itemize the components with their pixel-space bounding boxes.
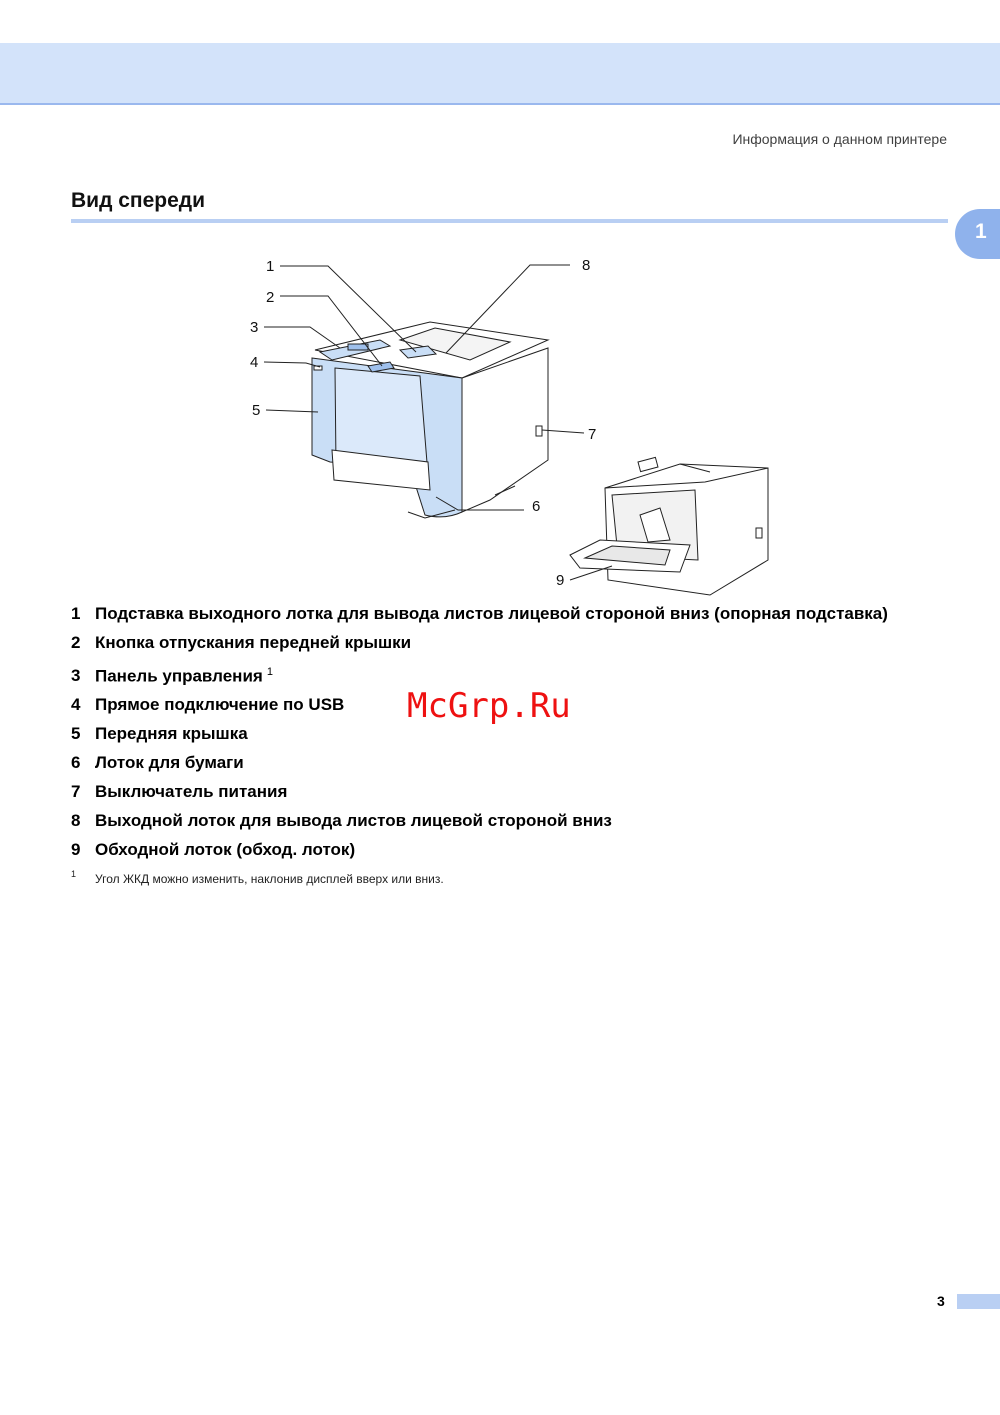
printer-front-view-figure [240, 250, 780, 600]
legend-text: Подставка выходного лотка для вывода листов лицевой стороной вниз (опорная подставка) [95, 604, 888, 623]
page-number: 3 [937, 1293, 945, 1309]
footnote-mark: 1 [71, 869, 77, 879]
watermark: McGrp.Ru [407, 686, 571, 726]
legend-number: 6 [71, 753, 81, 772]
footnote-reference: 1 [266, 666, 273, 678]
legend-text: Обходной лоток (обход. лоток) [95, 840, 356, 859]
legend-number: 8 [71, 811, 81, 830]
chapter-tab [955, 209, 1000, 259]
legend-text: Выходной лоток для вывода листов лицевой стороной вниз [95, 811, 612, 830]
component-legend [71, 600, 971, 865]
chapter-number: 1 [975, 220, 987, 243]
legend-item [71, 836, 971, 865]
main-printer-drawing [312, 322, 548, 518]
legend-item [71, 749, 971, 778]
legend-item [71, 629, 971, 662]
callout-5: 5 [252, 402, 261, 419]
small-printer-drawing [570, 457, 768, 595]
callout-6: 6 [532, 498, 541, 515]
legend-text: Передняя крышка [95, 724, 248, 743]
callout-3: 3 [250, 319, 259, 336]
legend-number: 1 [71, 604, 81, 623]
legend-number: 5 [71, 724, 81, 743]
legend-item [71, 807, 971, 836]
legend-number: 7 [71, 782, 81, 801]
callout-7: 7 [588, 426, 597, 443]
callout-8: 8 [582, 257, 591, 274]
legend-number: 3 [71, 666, 81, 685]
legend-item [71, 600, 971, 629]
legend-text: Панель управления $^1$ [95, 666, 273, 686]
legend-text: Кнопка отпускания передней крышки [95, 633, 412, 652]
running-header: Информация о данном принтере [732, 131, 947, 147]
section-title: Вид спереди [71, 189, 206, 212]
legend-number: 9 [71, 840, 81, 859]
legend-text: Прямое подключение по USB [95, 695, 345, 714]
top-header-rule [0, 103, 1000, 105]
callout-4: 4 [250, 354, 259, 371]
legend-item [71, 778, 971, 807]
page-number-tab [957, 1294, 1000, 1309]
legend-text: Выключатель питания [95, 782, 288, 801]
legend-number: 2 [71, 633, 81, 652]
legend-text: Лоток для бумаги [95, 753, 244, 772]
top-header-band [0, 43, 1000, 105]
section-title-rule [71, 219, 948, 223]
callout-1: 1 [266, 258, 275, 275]
legend-number: 4 [71, 695, 81, 714]
callout-2: 2 [266, 289, 275, 306]
footnote-text: Угол ЖКД можно изменить, наклонив дисплей вверх или вниз. [95, 872, 444, 886]
callout-9: 9 [556, 572, 565, 589]
printer-illustration [240, 250, 780, 600]
